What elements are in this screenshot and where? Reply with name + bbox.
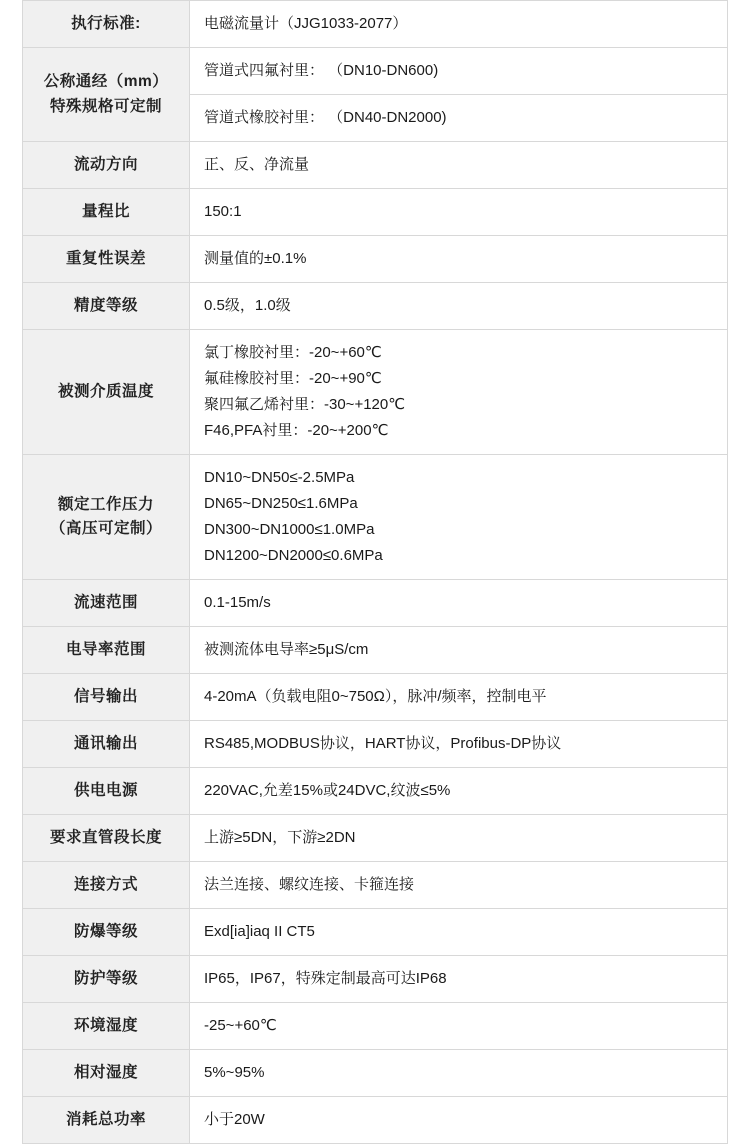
table-row [23,674,728,721]
spec-value-cell [190,455,728,580]
spec-value-line: 4-20mA（负载电阻0~750Ω），脉冲/频率，控制电平 [204,688,547,705]
spec-label-cell [23,580,190,627]
table-row [23,330,728,455]
spec-label-cell [23,674,190,721]
spec-label-line: 量程比 [81,202,130,220]
spec-label-line: 要求直管段长度 [49,828,162,846]
table-row [23,909,728,956]
spec-label-line: 额定工作压力 [57,495,154,513]
spec-label-line: 电导率范围 [65,640,146,658]
spec-value-line: DN65~DN250≤1.6MPa [204,495,358,512]
spec-value-line: 正、反、净流量 [204,156,310,173]
spec-value-cell [190,862,728,909]
spec-value-line: F46,PFA衬里：-20~+200℃ [204,422,389,439]
spec-value-line: 5%~95% [204,1064,265,1081]
spec-label-cell [23,189,190,236]
spec-label-line: 连接方式 [73,875,138,893]
spec-value-cell [190,1003,728,1050]
spec-value-line: 氯丁橡胶衬里：-20~+60℃ [204,344,382,361]
table-row [23,189,728,236]
table-row [23,815,728,862]
table-row [23,862,728,909]
spec-label-cell [23,1,190,48]
spec-value-line: 上游≥5DN，下游≥2DN [204,829,356,846]
spec-value-line: DN300~DN1000≤1.0MPa [204,521,375,538]
spec-value-cell [190,142,728,189]
table-row [23,283,728,330]
spec-value-line: 0.5级，1.0级 [204,297,291,314]
spec-label-line: 环境湿度 [73,1016,138,1034]
spec-label-cell [23,721,190,768]
table-row [23,956,728,1003]
spec-value-line: 法兰连接、螺纹连接、卡箍连接 [204,876,415,893]
spec-label-line: 特殊规格可定制 [49,97,162,115]
spec-value-line: 小于20W [204,1111,265,1128]
spec-value-line: 电磁流量计（JJG1033-2077） [204,15,408,32]
spec-value-cell [190,768,728,815]
table-row [23,627,728,674]
spec-label-cell [23,956,190,1003]
table-row [23,1,728,48]
spec-label-line: 防爆等级 [73,922,138,940]
spec-label-line: 供电电源 [73,781,138,799]
spec-value-line: 氟硅橡胶衬里：-20~+90℃ [204,370,382,387]
spec-value-cell [190,283,728,330]
table-row [23,142,728,189]
spec-label-cell [23,1097,190,1144]
spec-label-cell [23,236,190,283]
specification-table [22,0,728,1144]
spec-label-line: 防护等级 [73,969,138,987]
table-row [23,1003,728,1050]
spec-value-line: 被测流体电导率≥5μS/cm [204,641,369,658]
spec-label-line: 通讯输出 [73,734,138,752]
table-row [23,1050,728,1097]
spec-value-cell [190,1,728,48]
spec-value-line: 0.1-15m/s [204,594,271,611]
spec-label-line: 公称通经（mm） [43,73,169,91]
spec-label-line: 信号输出 [73,687,138,705]
spec-value-line: -25~+60℃ [204,1017,277,1034]
spec-value-cell [190,674,728,721]
spec-value-cell [190,330,728,455]
spec-value-cell [190,721,728,768]
spec-value-cell [190,189,728,236]
spec-value-cell [190,956,728,1003]
spec-label-line: 流速范围 [73,593,138,611]
spec-value-cell [190,1050,728,1097]
spec-label-line: 重复性误差 [65,249,146,267]
table-row [23,1097,728,1144]
spec-value-cell [190,48,728,142]
spec-value-line: DN10~DN50≤-2.5MPa [204,469,355,486]
spec-label-cell [23,862,190,909]
spec-value-line: 150:1 [204,203,242,220]
spec-label-cell [23,768,190,815]
spec-value-cell [190,627,728,674]
spec-label-line: 相对湿度 [73,1063,138,1081]
spec-label-line: （高压可定制） [49,520,162,537]
specification-table-body [23,1,728,1144]
spec-label-cell [23,455,190,580]
spec-label-cell [23,815,190,862]
table-row [23,721,728,768]
table-row [23,236,728,283]
table-row [23,455,728,580]
spec-label-cell [23,1050,190,1097]
spec-value-line: IP65，IP67，特殊定制最高可达IP68 [204,970,447,987]
spec-value-cell [190,1097,728,1144]
spec-value-cell [190,815,728,862]
spec-label-line: 消耗总功率 [65,1110,146,1128]
spec-value-line: 聚四氟乙烯衬里：-30~+120℃ [204,396,406,413]
spec-label-cell [23,283,190,330]
spec-label-cell [23,909,190,956]
spec-value-line: 管道式四氟衬里： （DN10-DN600) [190,48,727,95]
spec-label-line: 执行标准: [71,14,141,32]
table-row [23,48,728,142]
spec-value-cell [190,580,728,627]
table-row [23,580,728,627]
spec-value-cell [190,909,728,956]
spec-value-line: RS485,MODBUS协议，HART协议，Profibus-DP协议 [204,735,562,752]
spec-value-cell [190,236,728,283]
spec-label-line: 流动方向 [73,155,138,173]
spec-value-line: 测量值的±0.1% [204,250,307,267]
spec-value-line: 管道式橡胶衬里： （DN40-DN2000) [204,109,447,126]
spec-value-line: DN1200~DN2000≤0.6MPa [204,547,383,564]
spec-label-cell [23,48,190,142]
table-row [23,768,728,815]
spec-label-line: 精度等级 [73,296,138,314]
spec-value-line: Exd[ia]iaq II CT5 [204,923,315,940]
spec-label-cell [23,330,190,455]
spec-label-cell [23,142,190,189]
spec-label-cell [23,627,190,674]
spec-label-cell [23,1003,190,1050]
spec-label-line: 被测介质温度 [57,382,154,400]
spec-value-line: 220VAC,允差15%或24DVC,纹波≤5% [204,782,451,799]
